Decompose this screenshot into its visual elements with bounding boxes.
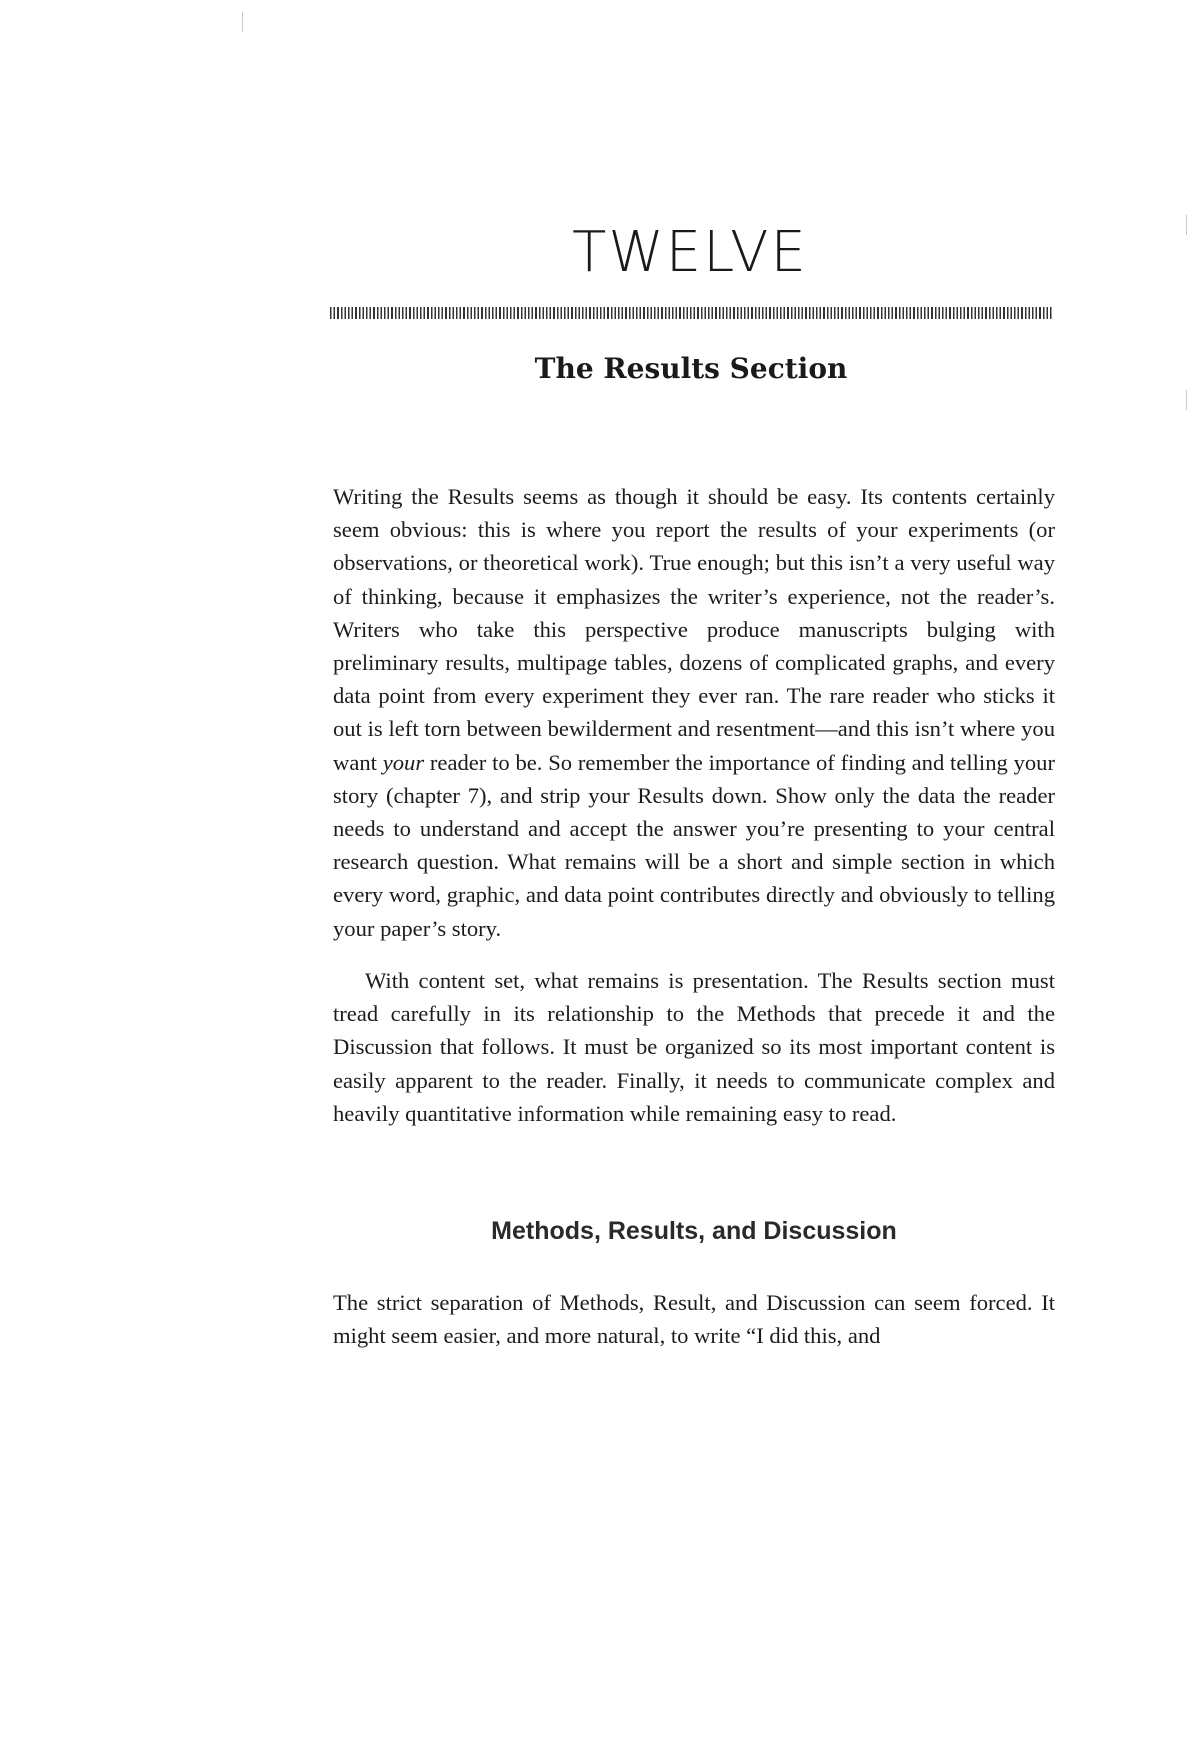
paragraph-intro-text-b: reader to be. So remember the importance of finding and telling your story (chapter 7), and strip your Results down. Show only the data the reader needs to understand and accept the answer you’re presenting to your central research question. What remains will be a short and simple section in which every word, graphic, and data point contributes directly and obviously to telling your paper’s story.	[333, 749, 1055, 941]
scan-mark-right	[1186, 215, 1187, 235]
chapter-rule	[330, 307, 1052, 319]
paragraph-intro	[333, 480, 1055, 945]
section-heading: Methods, Results, and Discussion	[491, 1217, 897, 1245]
chapter-number: TWELVE	[572, 220, 808, 285]
paragraph-intro-text-a: Writing the Results seems as though it should be easy. Its contents certainly seem obvious: this is where you report the results of your experiments (or observations, or theoretical work). True enough; but this isn’t a very useful way of thinking, because it emphasizes the writer’s experience, not the reader’s. Writers who take this perspective produce manuscripts bulging with preliminary results, multipage tables, dozens of complicated graphs, and every data point from every experiment they ever ran. The rare reader who sticks it out is left torn between bewilderment and resentment—and this isn’t where you want	[333, 484, 1055, 775]
paragraph-separation: The strict separation of Methods, Result, and Discussion can seem forced. It might seem easier, and more natural, to write “I did this, and	[333, 1290, 1055, 1349]
scan-mark-left	[242, 12, 243, 32]
paragraph-presentation: With content set, what remains is presentation. The Results section must tread carefully in its relationship to the Methods that precede it and the Discussion that follows. It must be organized so its most important content is easily apparent to the reader. Finally, it needs to communicate complex and heavily quantitative information while remaining easy to read.	[333, 968, 1055, 1126]
scan-mark-right-lower	[1186, 390, 1187, 410]
emphasis-your: your	[382, 749, 425, 775]
chapter-title: The Results Section	[534, 352, 848, 385]
